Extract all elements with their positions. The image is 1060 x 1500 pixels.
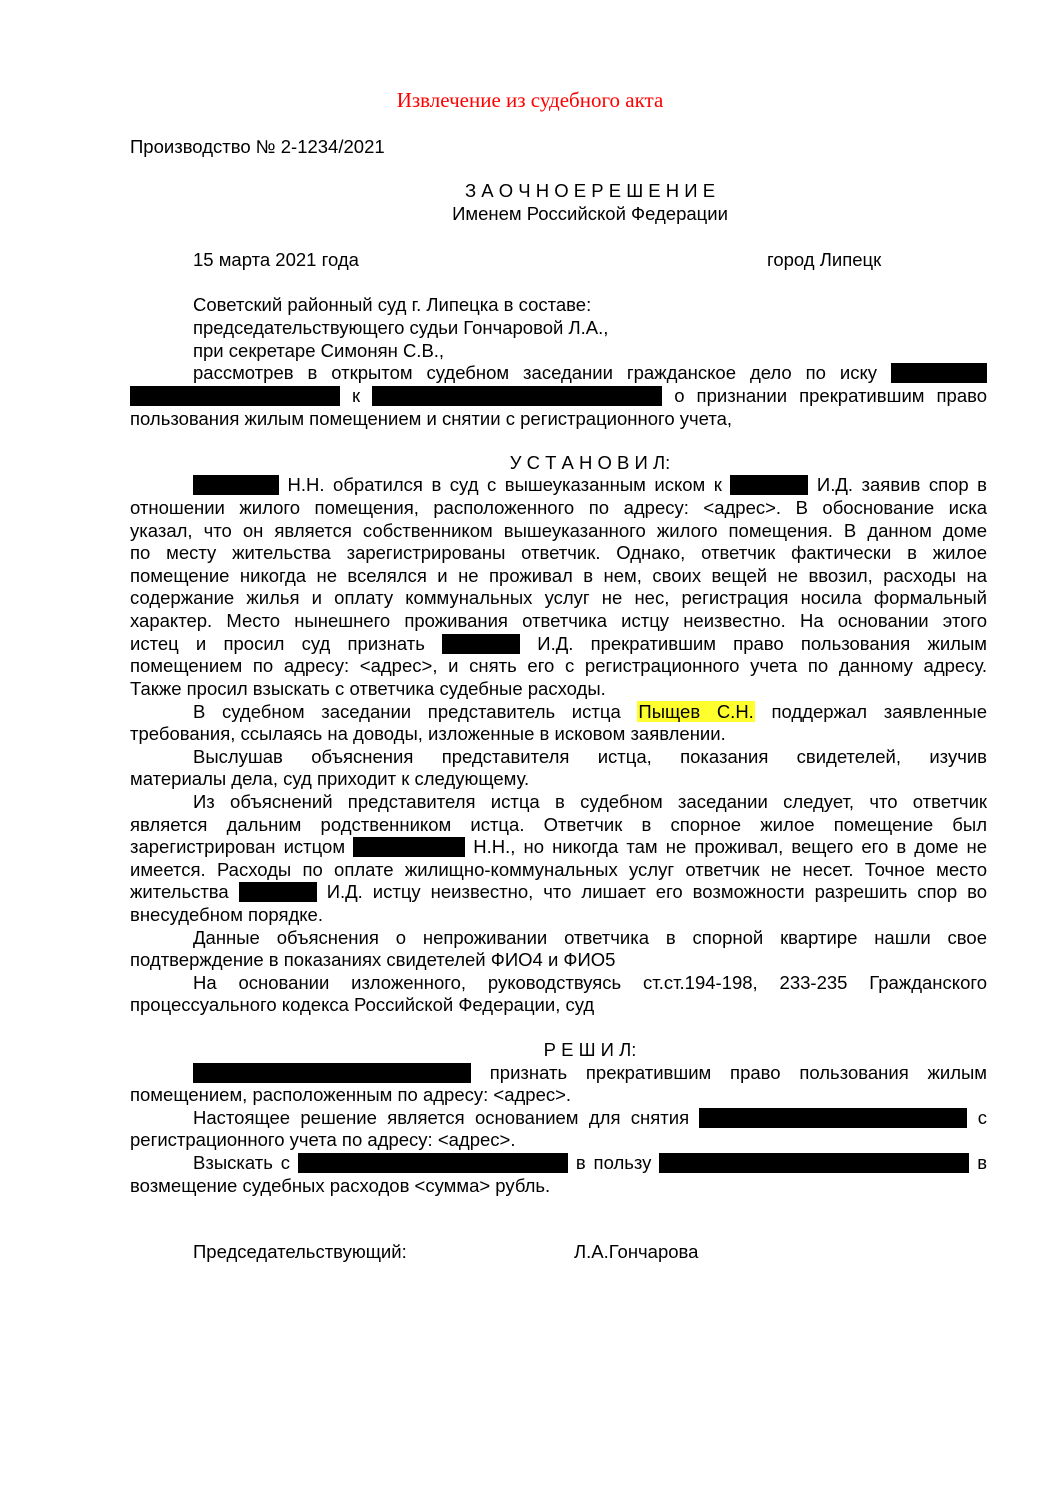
text: признать прекратившим право пользования жилым [489,1062,987,1083]
presiding-judge: председательствующего судьи Гончаровой Л.А., [193,317,609,338]
decided-heading: Р Е Ш И Л: [543,1039,637,1060]
established-heading: У С Т А Н О В И Л: [509,452,671,473]
text: И.Д. заявив спор в [816,474,988,495]
redaction [372,386,662,406]
text: В судебном заседании представитель истца [193,701,621,722]
established-line: материалы дела, суд приходит к следующему. [130,768,530,789]
redaction [442,634,520,654]
established-line: процессуального кодекса Российской Федерации, суд [130,994,595,1015]
intro-text: к [352,385,361,406]
established-line: помещением по адресу: <адрес>, и снять его с регистрационного учета по данному адресу. [130,655,987,676]
established-line [193,474,987,496]
intro-text: о признании прекратившим право [674,385,988,406]
established-line: по месту жительства зарегистрированы ответчик. Однако, ответчик фактически в жилое [130,542,987,563]
established-line: имеется. Расходы по оплате жилищно-коммунальных услуг ответчик не несет. Точное место [130,859,987,880]
intro-line-5 [130,385,987,407]
decided-line: возмещение судебных расходов <сумма> рубль. [130,1175,551,1196]
established-line: помещение никогда не вселялся и не проживал в нем, своих вещей не ввозил, расходы на [130,565,987,586]
established-line: подтверждение в показаниях свидетелей ФИО4 и ФИО5 [130,949,616,970]
redaction [130,386,340,406]
text: с [977,1107,987,1128]
secretary: при секретаре Симонян С.В., [193,340,445,361]
established-line [130,881,987,903]
redaction [298,1153,568,1173]
redaction [193,475,279,495]
case-number: Производство № 2-1234/2021 [130,136,385,157]
signature-name: Л.А.Гончарова [574,1241,699,1262]
text: И.Д. истцу неизвестно, что лишает его возможности разрешить спор во [326,881,988,902]
decided-line: помещением, расположенным по адресу: <адрес>. [130,1084,572,1105]
established-line: Из объяснений представителя истца в судебном заседании следует, что ответчик [193,791,987,812]
established-line: требования, ссылаясь на доводы, изложенные в исковом заявлении. [130,723,726,744]
established-line: указал, что он является собственником вышеуказанного жилого помещения. В данном доме [130,520,987,541]
decided-line: регистрационного учета по адресу: <адрес>. [130,1129,516,1150]
established-line: На основании изложенного, руководствуясь ст.ст.194-198, 233-235 Гражданского [193,972,987,993]
established-line: Данные объяснения о непроживании ответчика в спорной квартире нашли свое [193,927,987,948]
redaction [891,363,987,383]
text: жительства [130,881,229,902]
established-line: отношении жилого помещения, расположенного по адресу: <адрес>. В обоснование иска [130,497,987,518]
established-line: Также просил взыскать с ответчика судебные расходы. [130,678,606,699]
decision-city: город Липецк [767,249,882,270]
text: зарегистрирован истцом [130,836,346,857]
extract-title: Извлечение из судебного акта [396,88,664,112]
intro-text: рассмотрев в открытом судебном заседании гражданское дело по иску [193,362,878,383]
redaction [193,1063,471,1083]
established-line: содержание жилья и оплату коммунальных услуг не нес, регистрация носила формальный [130,587,987,608]
decision-title: З А О Ч Н О Е Р Е Ш Е Н И Е [464,180,716,201]
redaction [659,1153,969,1173]
established-line [130,633,987,655]
text: истец и просил суд признать [130,633,425,654]
decision-date: 15 марта 2021 года [193,249,359,270]
decided-line [193,1152,987,1174]
established-line: характер. Место нынешнего проживания ответчика истцу неизвестно. На основании этого [130,610,987,631]
decided-line [193,1062,987,1084]
representative-name-highlight: Пыщев С.Н. [638,701,754,722]
established-line: является дальним родственником истца. Ответчик в спорное жилое помещение был [130,814,987,835]
text: поддержал заявленные [771,701,987,722]
court-composition: Советский районный суд г. Липецка в составе: [193,294,592,315]
redaction [239,882,317,902]
text: Настоящее решение является основанием для снятия [193,1107,690,1128]
redaction [353,837,465,857]
redaction [699,1108,967,1128]
signature-label: Председательствующий: [193,1241,407,1262]
text: Н.Н., но никогда там не проживал, вещего его в доме не [473,836,988,857]
intro-line-4 [193,362,987,384]
text: в [977,1152,988,1173]
decision-subtitle: Именем Российской Федерации [452,203,728,224]
text: в пользу [575,1152,652,1173]
established-line: внесудебном порядке. [130,904,323,925]
text: И.Д. прекратившим право пользования жилым [537,633,987,654]
established-line [193,701,987,723]
text: Н.Н. обратился в суд с вышеуказанным иском к [287,474,722,495]
text: Взыскать с [193,1152,291,1173]
redaction [730,475,808,495]
intro-line-6: пользования жилым помещением и снятии с регистрационного учета, [130,408,733,429]
established-line: Выслушав объяснения представителя истца, показания свидетелей, изучив [193,746,987,767]
established-line [130,836,987,858]
decided-line [193,1107,987,1129]
